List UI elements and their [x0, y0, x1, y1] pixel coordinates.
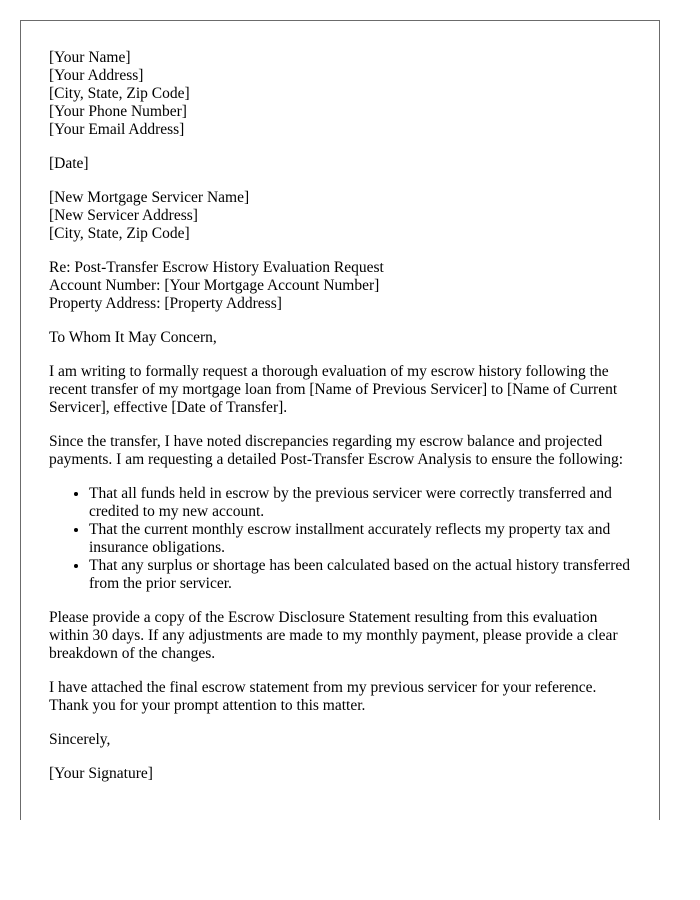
sender-address: [Your Address]	[49, 67, 144, 84]
recipient-name: [New Mortgage Servicer Name]	[49, 189, 250, 206]
date-block	[49, 155, 631, 173]
list-item: • That all funds held in escrow by the previous servicer were correctly transferred and credited to my new account.	[89, 485, 631, 521]
recipient-block	[49, 189, 631, 243]
letter-page	[20, 20, 660, 820]
reference-block	[49, 259, 631, 313]
subject-line: Re: Post-Transfer Escrow History Evaluation Request	[49, 259, 384, 276]
attachment-paragraph: I have attached the final escrow statement from my previous servicer for your reference. Thank you for your prompt attention to this matter.	[49, 679, 597, 714]
list-item: • That any surplus or shortage has been calculated based on the actual history transferred from the prior servicer.	[89, 557, 631, 593]
letter-date: [Date]	[49, 155, 89, 172]
sender-email: [Your Email Address]	[49, 121, 185, 138]
intro-paragraph: I am writing to formally request a thorough evaluation of my escrow history following the recent transfer of my mortgage loan from [Name of Previous Servicer] to [Name of Current Servicer], effective [Date of Transfer].	[49, 363, 618, 416]
sender-city-state-zip: [City, State, Zip Code]	[49, 85, 190, 102]
list-item: • That the current monthly escrow installment accurately reflects my property tax and insurance obligations.	[89, 521, 631, 557]
sender-phone: [Your Phone Number]	[49, 103, 187, 120]
account-number-line: Account Number: [Your Mortgage Account Number]	[49, 277, 380, 294]
closing: Sincerely,	[49, 731, 111, 748]
sender-block	[49, 49, 631, 139]
signature: [Your Signature]	[49, 765, 153, 782]
request-paragraph: Please provide a copy of the Escrow Disclosure Statement resulting from this evaluation within 30 days. If any adjustments are made to my monthly payment, please provide a clear breakdown of the changes.	[49, 609, 618, 662]
property-address-line: Property Address: [Property Address]	[49, 295, 282, 312]
salutation: To Whom It May Concern,	[49, 329, 217, 346]
recipient-address: [New Servicer Address]	[49, 207, 198, 224]
recipient-city-state-zip: [City, State, Zip Code]	[49, 225, 190, 242]
sender-name: [Your Name]	[49, 49, 131, 66]
request-list	[49, 485, 631, 593]
discrepancy-paragraph: Since the transfer, I have noted discrepancies regarding my escrow balance and projected payments. I am requesting a detailed Post-Transfer Escrow Analysis to ensure the following:	[49, 433, 624, 468]
